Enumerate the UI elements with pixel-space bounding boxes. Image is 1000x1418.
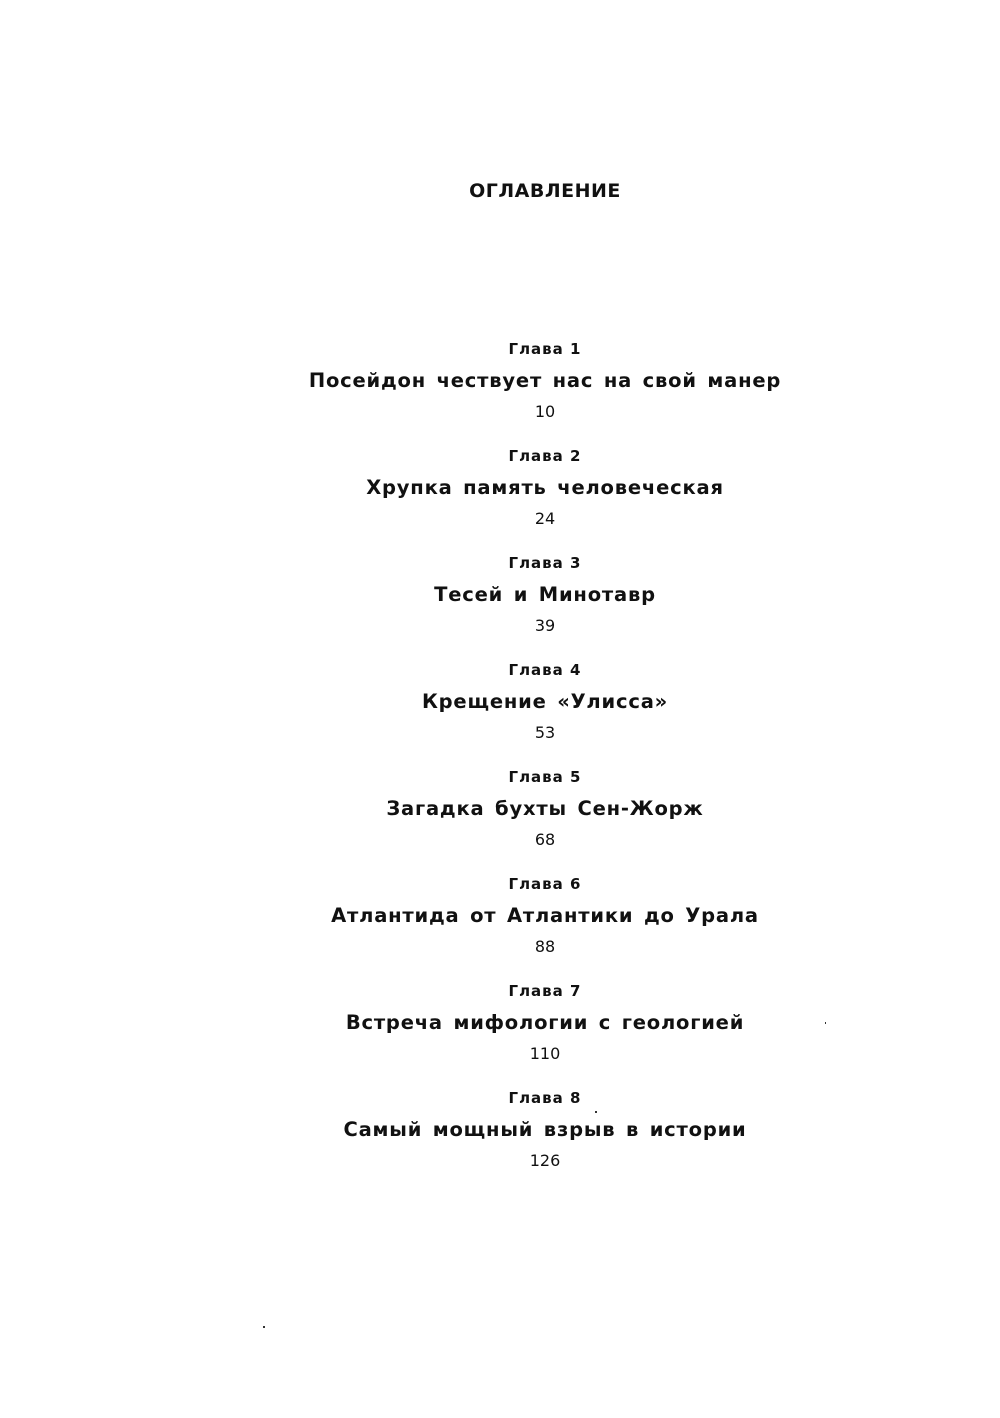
toc-entry-4 (0, 656, 1000, 763)
chapter-label: Глава 5 (508, 768, 582, 786)
chapter-title: Загадка бухты Сен-Жорж (386, 797, 704, 820)
toc-entry-7 (0, 977, 1000, 1084)
toc-entry-3 (0, 549, 1000, 656)
chapter-title: Хрупка память человеческая (366, 476, 724, 499)
chapter-label: Глава 7 (508, 982, 582, 1000)
chapter-title: Тесей и Минотавр (434, 583, 656, 606)
scan-speck (825, 1022, 826, 1024)
chapter-title: Самый мощный взрыв в истории (343, 1118, 747, 1141)
chapter-page-number: 24 (534, 509, 556, 528)
chapter-page-number: 88 (534, 937, 556, 956)
scan-speck (263, 1326, 265, 1328)
chapter-label: Глава 2 (508, 447, 582, 465)
chapter-page-number: 39 (534, 616, 556, 635)
toc-entry-6 (0, 870, 1000, 977)
chapter-title: Атлантида от Атлантики до Урала (331, 904, 759, 927)
chapter-label: Глава 1 (508, 340, 582, 358)
chapter-label: Глава 3 (508, 554, 582, 572)
chapter-title: Крещение «Улисса» (421, 690, 669, 713)
chapter-page-number: 53 (534, 723, 556, 742)
chapter-label: Глава 8 (508, 1089, 582, 1107)
chapter-page-number: 110 (529, 1044, 561, 1063)
chapter-page-number: 10 (534, 402, 556, 421)
toc-entry-5 (0, 763, 1000, 870)
chapter-title: Посейдон чествует нас на свой манер (308, 369, 782, 392)
chapter-label: Глава 6 (508, 875, 582, 893)
chapter-page-number: 126 (529, 1151, 561, 1170)
chapter-title: Встреча мифологии с геологией (345, 1011, 745, 1034)
toc-entry-2 (0, 442, 1000, 549)
toc-entry-1 (0, 335, 1000, 442)
chapter-label: Глава 4 (508, 661, 582, 679)
chapter-page-number: 68 (534, 830, 556, 849)
table-of-contents (0, 335, 1000, 1191)
scan-speck (595, 1111, 597, 1113)
page-title: ОГЛАВЛЕНИЕ (469, 180, 621, 202)
toc-entry-8 (0, 1084, 1000, 1191)
